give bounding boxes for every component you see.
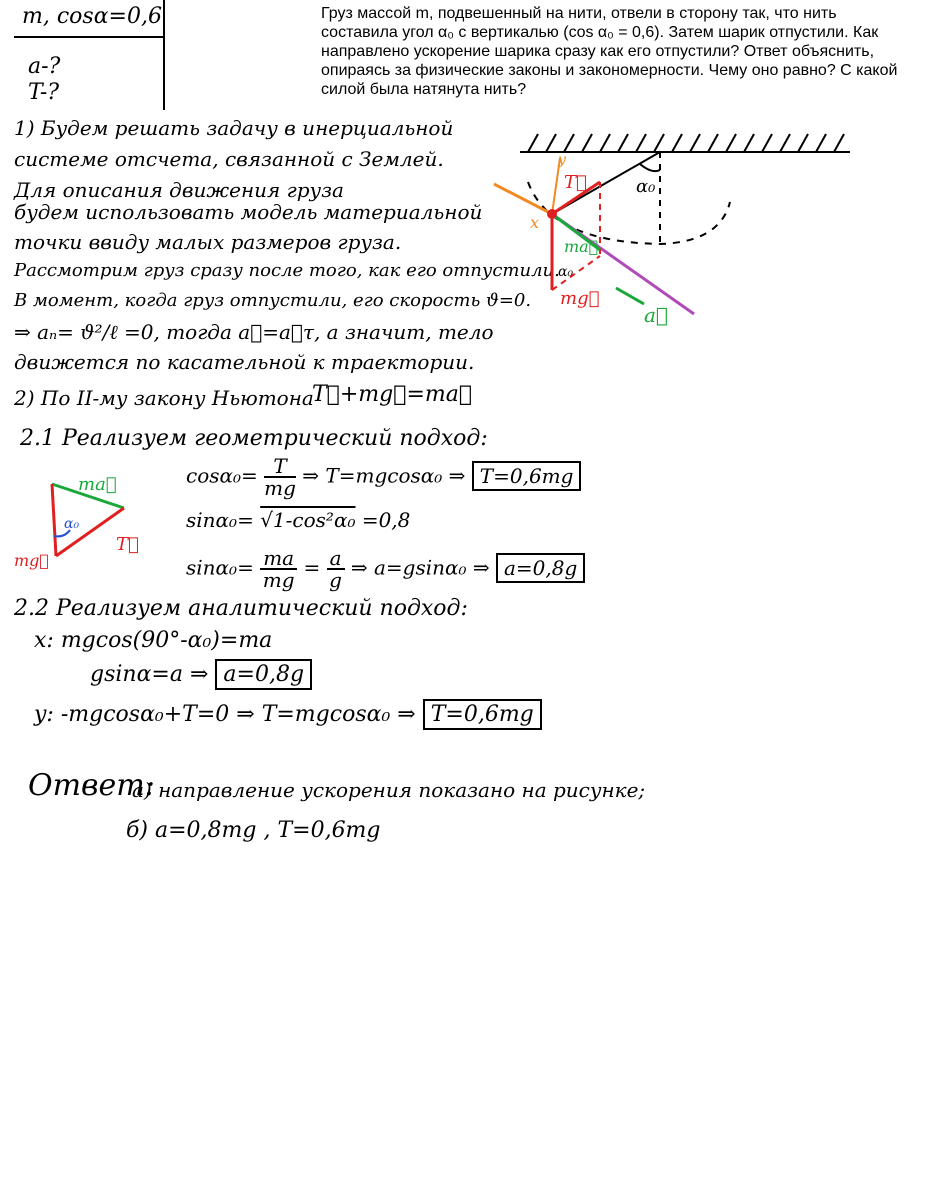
step1-line: системе отсчета, связанной с Землей. [14, 147, 444, 171]
step1-line: Для описания движения груза [14, 178, 344, 202]
sin2-f2-denominator: g [329, 568, 342, 592]
triangle-mg-label: mg⃗ [14, 551, 50, 570]
cos-fraction [264, 456, 296, 498]
y-projection-line [34, 702, 542, 727]
sin2-f1-numerator: ma [260, 548, 297, 570]
newton-law-formula: T⃗+mg⃗=ma⃗ [312, 382, 473, 407]
answer-direction: а) направление ускорения показано на рисунке; [132, 778, 646, 802]
analytic-title: 2.2 Реализуем аналитический подход: [14, 596, 468, 621]
given-divider-vertical [163, 0, 165, 110]
cos-denominator: mg [264, 476, 296, 500]
sin2-f2-numerator: a [327, 548, 345, 570]
geometric-title: 2.1 Реализуем геометрический подход: [20, 426, 488, 451]
sin2-equals: = [303, 555, 321, 580]
small-angle-label: α₀ [558, 264, 574, 280]
net-force-label: ma⃗ [564, 237, 599, 256]
step1-line: будем использовать модель материальной [14, 200, 483, 224]
y-axis-label: y [558, 152, 566, 168]
y-projection-text: y: -mgcosα₀+T=0 ⇒ T=mgcosα₀ ⇒ [34, 702, 416, 727]
cos-lhs: cosα₀= [186, 463, 258, 488]
sin-ratio-formula [186, 548, 585, 590]
given-box [0, 0, 166, 110]
sin1-root: √1-cos²α₀ [260, 508, 356, 532]
triangle-t-label: T⃗ [116, 534, 139, 555]
ceiling-hatching [528, 134, 844, 152]
triangle-ma-label: ma⃗ [78, 474, 117, 495]
x-projection: x: mgcos(90°-α₀)=ma [34, 628, 273, 653]
sin2-f1-denominator: mg [262, 568, 295, 592]
x-result-line [90, 662, 312, 687]
answer-label: Ответ: [28, 768, 155, 803]
acceleration-arrow [616, 288, 644, 304]
x-axis-arrow [494, 184, 552, 214]
sin2-arrow: ⇒ a=gsinα₀ ⇒ [350, 555, 490, 580]
gravity-label: mg⃗ [560, 288, 600, 309]
given-divider-horizontal [14, 36, 164, 38]
analytic-acceleration-box: a=0,8g [215, 659, 312, 690]
analytic-tension-box: T=0,6mg [423, 699, 542, 730]
step2-text: 2) По II-му закону Ньютона [14, 386, 314, 410]
angle-label: α₀ [636, 176, 656, 197]
step1-line: ⇒ aₙ= ϑ²/ℓ =0, тогда a⃗=a⃗τ, а значит, тело [14, 320, 494, 344]
step1-line: движется по касательной к траектории. [14, 350, 475, 374]
angle-arc [640, 164, 660, 171]
sin2-fraction-2 [327, 548, 345, 590]
question-t: T-? [28, 80, 60, 105]
cos-arrow: ⇒ T=mgcosα₀ ⇒ [302, 463, 466, 488]
acceleration-result-box: a=0,8g [496, 553, 585, 583]
acceleration-label: a⃗ [644, 303, 668, 327]
answer-values: б) a=0,8mg , T=0,6mg [126, 818, 381, 843]
mass-point [547, 209, 557, 219]
step1-line: Рассмотрим груз сразу после того, как его отпустили. [14, 260, 560, 281]
sin2-lhs: sinα₀= [186, 555, 254, 580]
tension-label: T⃗ [564, 172, 587, 193]
step1-line: точки ввиду малых размеров груза. [14, 230, 402, 254]
pendulum-figure [480, 120, 860, 330]
step1-line: В момент, когда груз отпустили, его скорость ϑ=0. [14, 290, 532, 311]
sin2-fraction-1 [260, 548, 297, 590]
task-statement: Груз массой m, подвешенный на нити, отвели в сторону так, что нить составила угол α₀ с вертикалью (cos α₀ = 0,6). Затем шарик отпустили. Как направлено ускорение шарика сразу как его отпустили? Ответ объяснить, опираясь за физические законы и закономерности. Чему оно равно? С какой силой была натянута нить? [321, 5, 898, 98]
trajectory-arc [528, 182, 730, 244]
sin1-lhs: sinα₀= [186, 508, 254, 532]
triangle-mg-side [52, 484, 56, 556]
given-line: m, cosα=0,6 [22, 4, 162, 29]
triangle-angle-label: α₀ [64, 516, 80, 532]
cos-formula [186, 456, 581, 498]
cos-numerator: T [264, 456, 296, 478]
sin-root-formula [186, 508, 410, 532]
x-result-text: gsinα=a ⇒ [90, 662, 209, 687]
x-axis-label: x [530, 213, 540, 232]
step1-line: 1) Будем решать задачу в инерциальной [14, 116, 454, 140]
tension-result-box: T=0,6mg [472, 461, 582, 491]
vector-triangle-figure [12, 466, 152, 586]
question-a: a-? [28, 54, 61, 79]
sin1-value: =0,8 [361, 508, 411, 532]
